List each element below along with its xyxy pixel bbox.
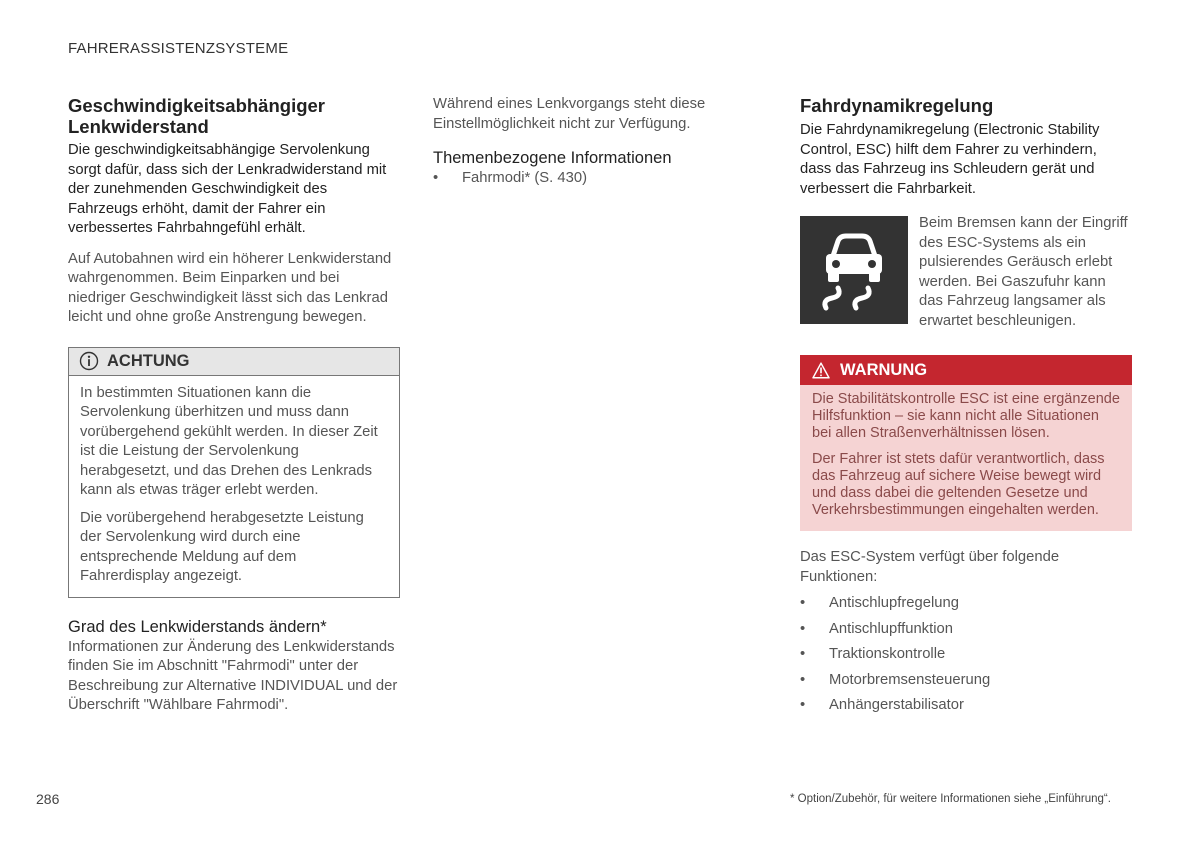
warning-box (800, 355, 1132, 531)
function-label: Antischlupffunktion (829, 620, 953, 637)
info-circle-icon (79, 351, 99, 371)
warning-header (800, 355, 1132, 385)
list-item (800, 645, 1132, 665)
function-label: Antischlupfregelung (829, 595, 959, 611)
caution-title: ACHTUNG (107, 351, 190, 370)
esc-intro: Die Fahrdynamikregelung (Electronic Stability Control, ESC) hilft dem Fahrer zu verhindern, dass das Fahrzeug ins Schleudern gerät und verbessert die Fahrbarkeit. (800, 122, 1100, 197)
footnote: * Option/Zubehör, für weitere Informationen siehe „Einführung“. (790, 793, 1111, 805)
esc-functions-list (800, 594, 1132, 716)
related-info-list (433, 169, 753, 189)
esc-skidding-car-icon (800, 216, 908, 324)
section-heading-steering: Geschwindigkeitsabhängiger Lenkwiderstand (68, 95, 326, 137)
function-label: Anhängerstabilisator (829, 697, 964, 713)
caution-paragraph-1: In bestimmten Situationen kann die Servolenkung überhitzen und muss dann vorübergehend gekühlt werden. In dieser Zeit ist die Leistung der Servolenkung herabgesetzt, und das Drehen des Lenkrads kann als etwas träger erlebt werden. (80, 384, 378, 498)
warning-triangle-icon (812, 362, 830, 379)
caution-body (69, 376, 399, 597)
list-item (800, 671, 1132, 691)
running-header: FAHRERASSISTENZSYSTEME (68, 40, 289, 57)
subheading-change-resistance: Grad des Lenkwiderstands ändern* (68, 617, 327, 636)
section-heading-esc: Fahrdynamikregelung (800, 95, 994, 116)
steering-highway-paragraph: Auf Autobahnen wird ein höherer Lenkwiderstand wahrgenommen. Beim Einparken und bei niedriger Geschwindigkeit lässt sich das Lenkrad leicht und ohne große Anstrengung bewegen. (68, 250, 392, 325)
steering-intro: Die geschwindigkeitsabhängige Servolenkung sorgt dafür, dass sich der Lenkradwiderstand mit der zunehmenden Geschwindigkeit des Fahrzeugs erhöht, damit der Fahrer ein verbessertes Fahrbahngefühl erhält. (68, 142, 387, 236)
page-number: 286 (36, 791, 60, 807)
caution-paragraph-2: Die vorübergehend herabgesetzte Leistung der Servolenkung wird durch eine entsprechende Meldung auf dem Fahrerdisplay angezeigt. (80, 509, 364, 584)
bullet: • (800, 671, 806, 688)
list-item (800, 594, 1132, 614)
list-item (800, 620, 1132, 640)
esc-functions-intro: Das ESC-System verfügt über folgende Funktionen: (800, 549, 1060, 585)
esc-figure-caption: Beim Bremsen kann der Eingriff des ESC-Systems als ein pulsierendes Geräusch erlebt werden. Bei Gaszufuhr kann das Fahrzeug langsamer als erwartet beschleunigen. (919, 215, 1128, 329)
bullet: • (433, 170, 439, 186)
list-item (800, 696, 1132, 716)
warning-body (800, 385, 1132, 531)
function-label: Traktionskontrolle (829, 646, 946, 662)
warning-title: WARNUNG (840, 360, 928, 379)
esc-figure-row (800, 216, 1132, 331)
warning-paragraph-2: Der Fahrer ist stets dafür verantwortlich, dass das Fahrzeug auf sichere Weise bewegt wird und dass dabei die geltenden Gesetze und Verkehrsbestimmungen eingehalten werden. (812, 451, 1105, 518)
column-right (800, 95, 1132, 716)
caution-header (69, 348, 399, 376)
steering-note: Während eines Lenkvorgangs steht diese Einstellmöglichkeit nicht zur Verfügung. (433, 96, 706, 132)
related-info-heading: Themenbezogene Informationen (433, 149, 672, 167)
column-middle (433, 95, 753, 189)
bullet: • (800, 646, 806, 662)
related-link-fahrmodi[interactable]: Fahrmodi* (S. 430) (462, 170, 588, 186)
function-label: Motorbremsensteuerung (829, 671, 991, 688)
list-item[interactable] (433, 169, 753, 189)
change-resistance-text: Informationen zur Änderung des Lenkwiderstands finden Sie im Abschnitt "Fahrmodi" unter der Beschreibung zur Alternative INDIVIDUAL und der Überschrift "Wählbare Fahrmodi". (68, 638, 398, 713)
bullet: • (800, 620, 806, 637)
bullet: • (800, 595, 806, 611)
caution-box (68, 347, 400, 598)
warning-paragraph-1: Die Stabilitätskontrolle ESC ist eine ergänzende Hilfsfunktion – sie kann nicht alle Situationen bei allen Straßenverhältnissen lösen. (812, 391, 1120, 441)
bullet: • (800, 697, 806, 713)
column-left (68, 95, 400, 716)
